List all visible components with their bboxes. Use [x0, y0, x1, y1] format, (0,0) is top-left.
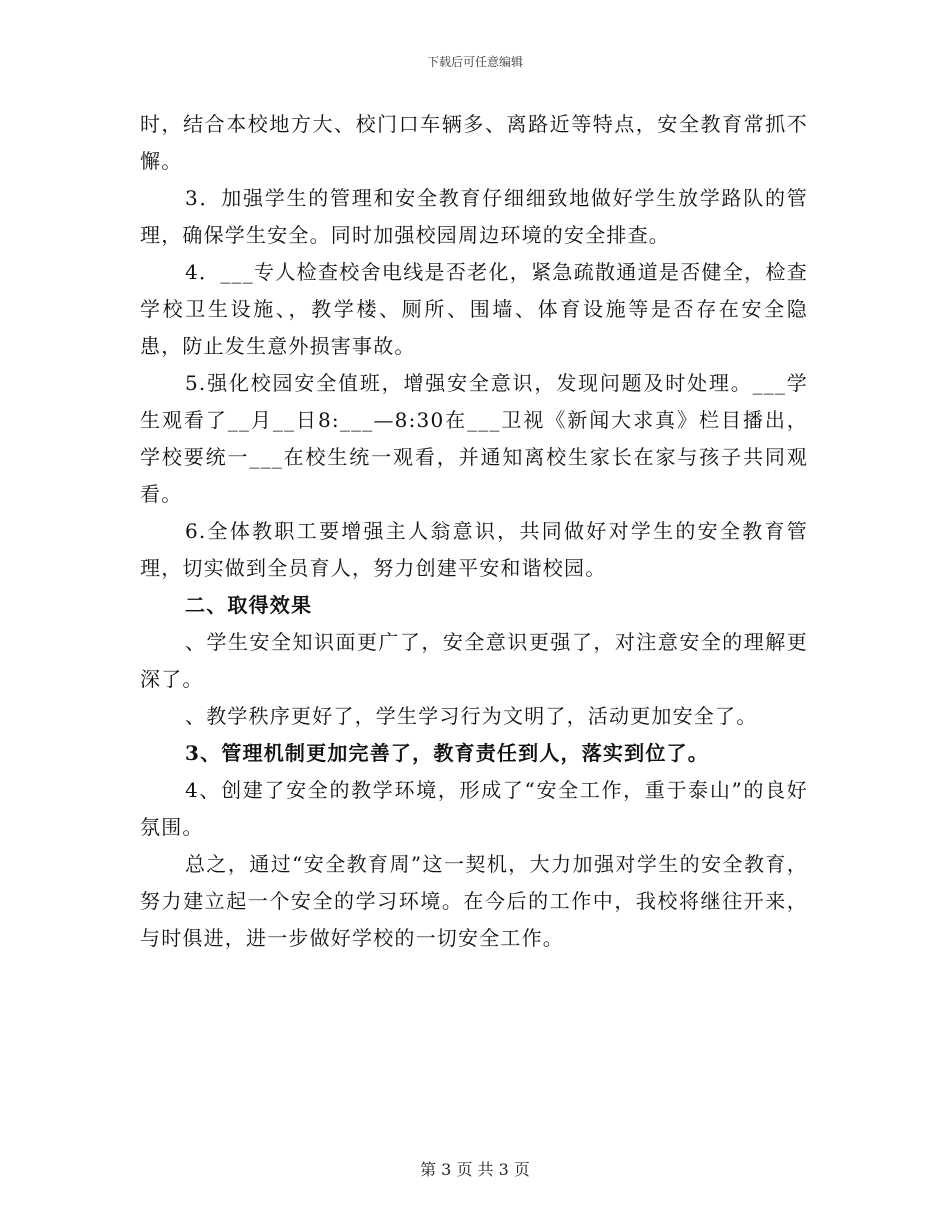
page-header: 下载后可任意编辑 — [426, 55, 523, 69]
result-item-3: 3、管理机制更加完善了，教育责任到人，落实到位了。 — [185, 741, 709, 765]
paragraph-item-4: 4．___专人检查校舍电线是否老化，紧急疏散通道是否健全，检查学校卫生设施、，教学楼、厕所、围墙、体育设施等是否存在安全隐患，防止发生意外损害事故。 — [140, 260, 808, 358]
paragraph-item-6: 6.全体教职工要增强主人翁意识，共同做好对学生的安全教育管理，切实做到全员育人，努力创建平安和谐校园。 — [140, 519, 808, 580]
document-body — [140, 106, 808, 957]
result-item-2: 、教学秩序更好了，学生学习行为文明了，活动更加安全了。 — [185, 704, 758, 728]
paragraph-continuation: 时，结合本校地方大、校门口车辆多、离路近等特点，安全教育常抓不懈。 — [140, 112, 808, 173]
summary-paragraph: 总之，通过“安全教育周”这一契机，大力加强对学生的安全教育，努力建立起一个安全的学习环境。在今后的工作中，我校将继往开来，与时俱进，进一步做好学校的一切安全工作。 — [140, 852, 808, 950]
page-footer: 第 3 页 共 3 页 — [420, 1160, 530, 1179]
paragraph-item-5: 5.强化校园安全值班，增强安全意识，发现问题及时处理。___学生观看了__月__日8:___—8:30在___卫视《新闻大求真》栏目播出，学校要统一___在校生统一观看，并通知离校生家长在家与孩子共同观看。 — [140, 371, 808, 506]
result-item-1: 、学生安全知识面更广了，安全意识更强了，对注意安全的理解更深了。 — [140, 630, 808, 691]
paragraph-item-3: 3．加强学生的管理和安全教育仔细细致地做好学生放学路队的管理，确保学生安全。同时加强校园周边环境的安全排查。 — [140, 186, 808, 247]
result-item-4: 4、创建了安全的教学环境，形成了“安全工作，重于泰山”的良好氛围。 — [140, 778, 808, 839]
section-heading-results: 二、取得效果 — [185, 593, 313, 617]
